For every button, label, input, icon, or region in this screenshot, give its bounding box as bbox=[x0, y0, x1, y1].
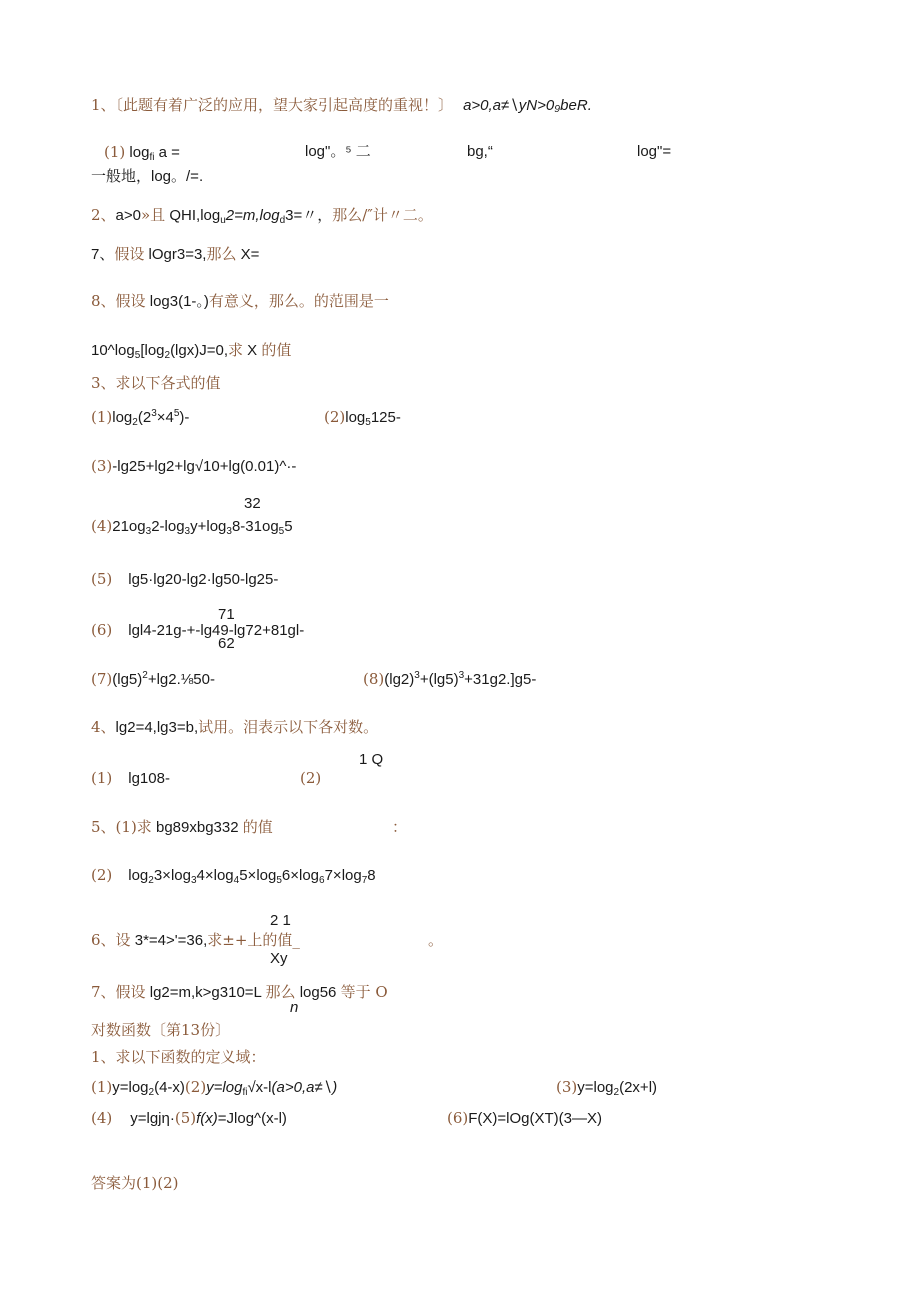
q1-line bbox=[91, 96, 592, 115]
q1-condition: a>0,a≠∖yN>0₉beR. bbox=[463, 97, 592, 114]
q3-4-line: $(4)21og_32-\log_3y+\log_38-31og_55$ bbox=[91, 517, 293, 537]
q3-5-line: (5) lg5·lg20-lg2·lg50-lg25- bbox=[91, 570, 279, 588]
q1-1-c: bg,“ bbox=[467, 143, 493, 160]
q1-number: 1、 bbox=[91, 96, 116, 114]
q1-1-b: log"。⁵ 二 bbox=[305, 143, 371, 160]
q3-6-line: (6) lgl4-21g-+-lg49-lg72+81gl- bbox=[91, 621, 305, 639]
q1-1-label: (1) bbox=[104, 143, 126, 161]
q1-1-a: $\log_{fi} a$ = bbox=[129, 144, 180, 163]
q5-colon: ： bbox=[392, 818, 408, 836]
q1-1-label-line bbox=[104, 143, 180, 162]
s1-line2-part6: (6)F(X)=lOg(XT)(3—X) bbox=[447, 1109, 603, 1127]
q6-dot: 。 bbox=[428, 931, 444, 949]
q3-6-bottom: 62 bbox=[218, 635, 235, 652]
q1-1-d: log"= bbox=[637, 143, 672, 160]
q1-2-line: 一般地，log。/=. bbox=[91, 168, 204, 185]
answer-line: 答案为(1)(2) bbox=[91, 1174, 179, 1192]
q10-line: $10\^{}\log_5[\log_2(\lg x)J=0$,求 X 的值 bbox=[91, 341, 292, 361]
q4-line: 4、lg2=4,lg3=b,试用。泪表示以下各对数。 bbox=[91, 718, 379, 736]
q3-6-top: 71 bbox=[218, 606, 235, 623]
q3-2-line: $(2)\log_5125-$ bbox=[324, 408, 401, 428]
q5-line: 5、(1)求 bg89xbg332 的值 bbox=[91, 818, 273, 836]
q5-2-line: (2) $\log_23\times\log_34\times\log_45\times\log_56\times\log_67\times\log_78$ bbox=[91, 866, 376, 886]
q6-top: 2 1 bbox=[270, 912, 291, 929]
q7b-under: n bbox=[290, 999, 299, 1016]
q3-7-line: $(7)(\lg 5)^2+\lg 2.\frac{1}{8}50-$ bbox=[91, 670, 215, 688]
s1-line1: $(1)y=\log_2(4-x)(2)y=\log_{fi}√x-l(a>0,a\ne∖)$ bbox=[91, 1078, 338, 1098]
section-title: 对数函数〔第13份〕 bbox=[91, 1021, 231, 1039]
q4-top: 1 Q bbox=[359, 751, 384, 768]
s1-line2: (4) y=lgjη·(5)f(x)=Jlog^(x-l) bbox=[91, 1109, 287, 1127]
q6-bottom: Xy bbox=[270, 950, 288, 967]
s1-heading: 1、求以下函数的定义域： bbox=[91, 1048, 266, 1066]
q3-4-top: 32 bbox=[244, 495, 261, 512]
q8-line: 8、假设 log3(1-。)有意义，那么。的范围是一 bbox=[91, 292, 389, 310]
q3-3-line: (3)-lg25+lg2+lg√10+lg(0.01)^·- bbox=[91, 457, 297, 475]
q4-2-label: (2) bbox=[300, 769, 322, 787]
q6-line: 6、设 3*=4>'=36,求±+上的值_ bbox=[91, 931, 300, 949]
q7a-line: 7、假设 lOgr3=3,那么 X= bbox=[91, 245, 260, 263]
q2-line: 2、a>0»且 $QHI,\log_u2=m,\log_d3=$〃，那么/″计〃二。 bbox=[91, 206, 433, 226]
s1-line1-part3: $(3)y=\log_2(2x+l)$ bbox=[556, 1078, 658, 1098]
q3-heading: 3、求以下各式的值 bbox=[91, 374, 221, 392]
q1-lead: 〔此题有着广泛的应用，望大家引起高度的重视！〕 bbox=[115, 96, 454, 114]
q4-1-line: (1) lg108- bbox=[91, 769, 170, 787]
q7b-line: 7、假设 lg2=m,k>g310=L 那么 log56 等于 O bbox=[91, 983, 388, 1001]
q3-1-line: $(1)\log_2(2^3\times 4^5)-$ bbox=[91, 408, 190, 428]
q3-8-line: $(8)(\lg 2)^3+(\lg 5)^3+31g2.]g5-$ bbox=[363, 670, 537, 688]
